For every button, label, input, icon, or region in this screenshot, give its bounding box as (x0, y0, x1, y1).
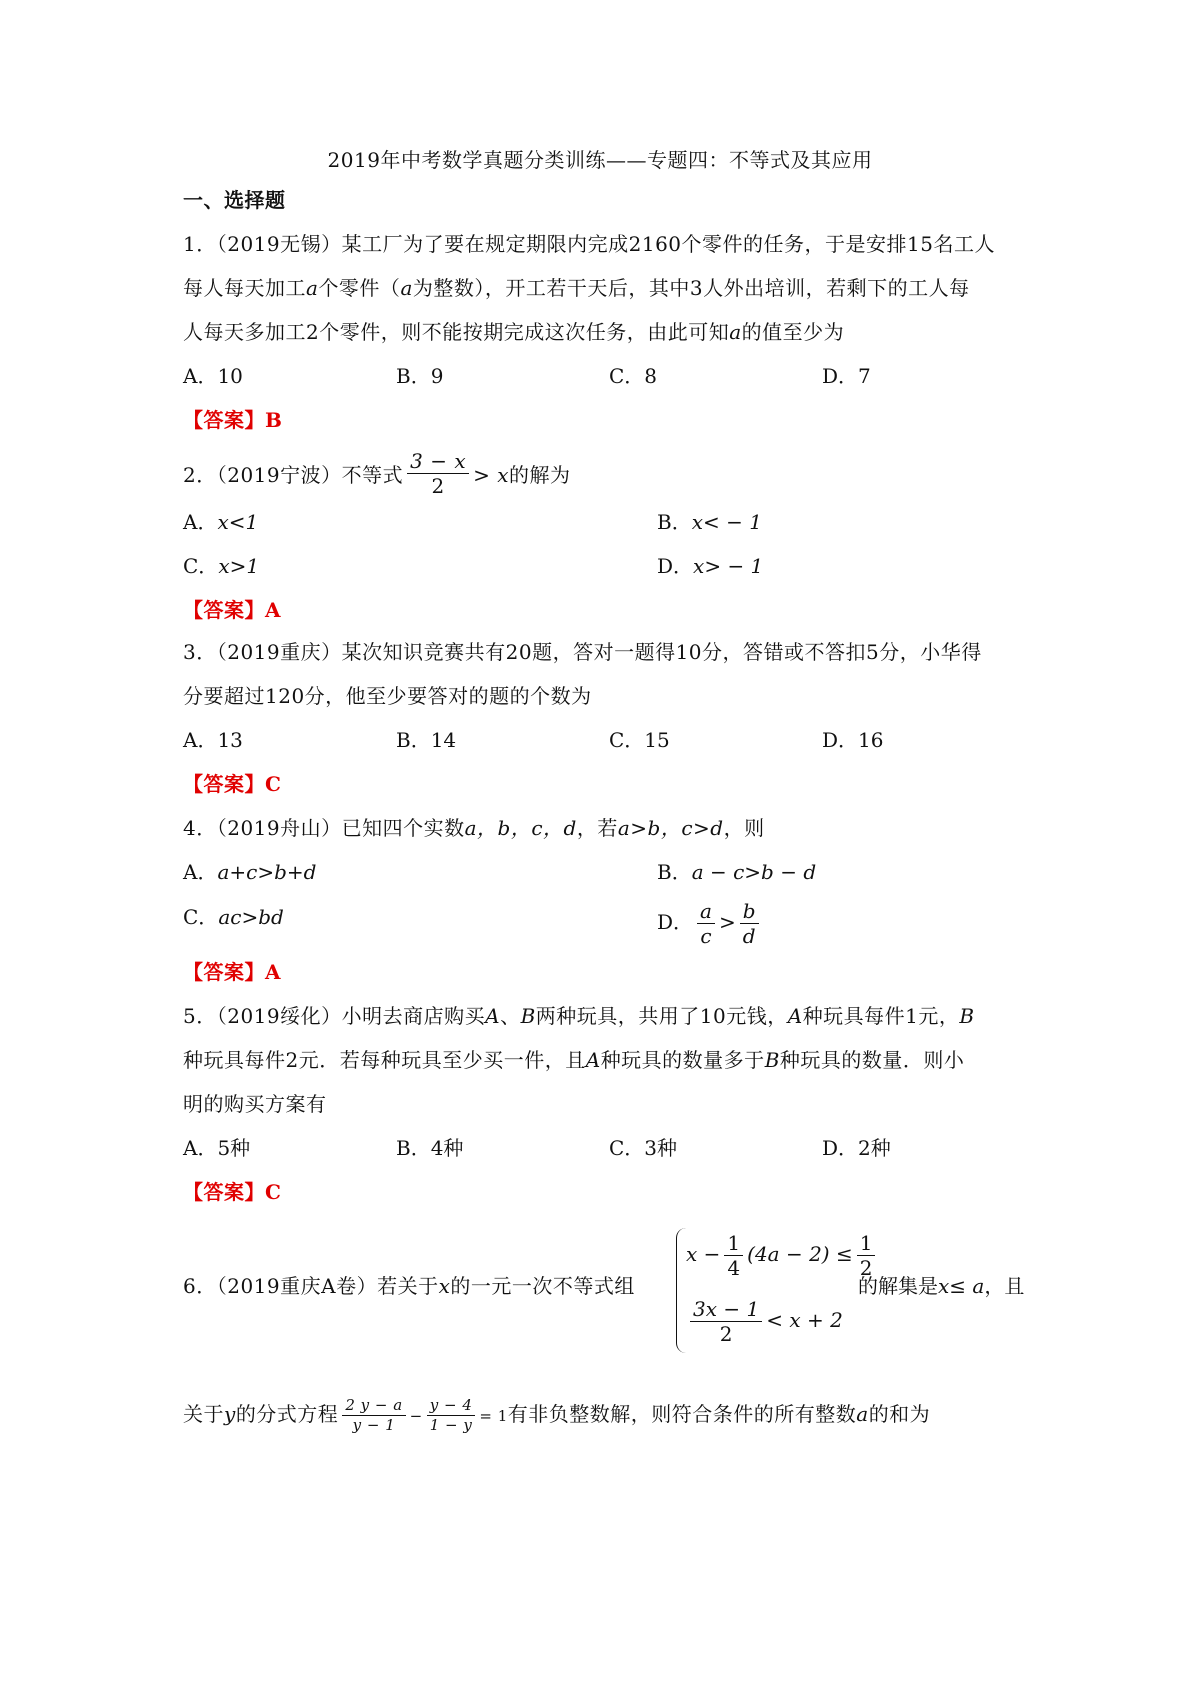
text: 种玩具每件1元， (802, 1004, 960, 1028)
q1-option-a: A．10 (183, 364, 243, 388)
var: a (856, 1402, 869, 1426)
denominator: c (700, 924, 712, 948)
var: x (438, 1274, 451, 1298)
q3-line-2: 分要超过120分，他至少要答对的题的个数为 (183, 684, 592, 708)
math: x> − 1 (693, 554, 764, 578)
fraction (740, 899, 759, 948)
label: C． (183, 905, 219, 929)
text: 的解集是 (858, 1274, 938, 1298)
q1-option-b: B．9 (396, 364, 444, 388)
var: a (400, 276, 413, 300)
var: A (485, 1004, 501, 1028)
var: B (764, 1048, 780, 1072)
label: A． (183, 510, 218, 534)
denominator: 4 (727, 1256, 741, 1280)
q5-option-a: A．5种 (183, 1136, 251, 1160)
denominator: 2 (859, 1256, 873, 1280)
q5-line-1 (183, 1002, 975, 1030)
q6-line-2 (183, 1386, 930, 1444)
text: ，若 (576, 816, 618, 840)
denominator: y − 1 (352, 1416, 396, 1434)
answer-value: C (265, 772, 282, 796)
q5-line-2 (183, 1046, 964, 1074)
fraction (407, 449, 469, 498)
math: a − c>b − d (691, 860, 817, 884)
denominator: 2 (719, 1322, 733, 1346)
text: 人每天多加工2个零件，则不能按期完成这次任务，由此可知 (183, 320, 730, 344)
numerator: 2 y − a (342, 1396, 405, 1416)
q3-option-a: A．13 (183, 728, 243, 752)
var: y (224, 1402, 236, 1426)
text: 种玩具的数量．则小 (779, 1048, 965, 1072)
q6-stem-suffix (858, 1272, 1024, 1300)
answer-value: A (265, 960, 282, 984)
answer-label: 【答案】 (183, 1180, 265, 1204)
text: 的分式方程 (235, 1402, 339, 1426)
q2-option-b (657, 508, 762, 536)
q6-stem-prefix (183, 1272, 635, 1300)
math: x − (686, 1242, 721, 1266)
text: 有非负整数解，则符合条件的所有整数 (507, 1402, 857, 1426)
q1-line-2 (183, 274, 970, 302)
document-title: 2019年中考数学真题分类训练——专题四：不等式及其应用 (327, 148, 873, 172)
q5-answer (183, 1178, 281, 1206)
q2-answer (183, 596, 281, 624)
q2-option-a (183, 508, 258, 536)
q1-option-c: C．8 (609, 364, 658, 388)
text: 、 (500, 1004, 521, 1028)
q1-option-d: D．7 (822, 364, 871, 388)
q2-option-c (183, 552, 259, 580)
text: 的值至少为 (741, 320, 845, 344)
var: B (959, 1004, 975, 1028)
var: a (729, 320, 742, 344)
text: 种玩具每件2元．若每种玩具至少买一件，且 (183, 1048, 586, 1072)
numerator: 3 − x (407, 449, 469, 474)
q5-option-c: C．3种 (609, 1136, 678, 1160)
math: < x + 2 (766, 1308, 843, 1332)
text: 的一元一次不等式组 (450, 1274, 635, 1298)
numerator: 1 (857, 1231, 876, 1256)
q4-option-c (183, 903, 284, 931)
q3-option-d: D．16 (822, 728, 884, 752)
numerator: 3x − 1 (690, 1297, 762, 1322)
text: 两种玩具，共用了10元钱， (535, 1004, 788, 1028)
q1-line-3 (183, 318, 844, 346)
numerator: a (697, 899, 715, 924)
q3-option-c: C．15 (609, 728, 670, 752)
text: 5．（2019绥化）小明去商店购买 (183, 1004, 486, 1028)
math: x≤ a (938, 1274, 985, 1298)
math: x<1 (217, 510, 259, 534)
text: 6．（2019重庆A卷）若关于 (183, 1274, 439, 1298)
math: ac>bd (218, 905, 284, 929)
system-row-1 (686, 1226, 879, 1282)
math: x>1 (218, 554, 260, 578)
section-heading: 一、选择题 (183, 188, 286, 212)
text: 4．（2019舟山）已知四个实数 (183, 816, 465, 840)
math: a，b，c，d (464, 816, 577, 840)
text: > (473, 463, 498, 487)
fraction (690, 1297, 762, 1346)
var: x (497, 463, 510, 487)
fraction (342, 1396, 405, 1435)
answer-value: A (265, 598, 282, 622)
q1-line-1: 1．（2019无锡）某工厂为了要在规定期限内完成2160个零件的任务，于是安排15名工人 (183, 232, 995, 256)
q5-option-d: D．2种 (822, 1136, 891, 1160)
q4-option-d (657, 882, 763, 962)
fraction (427, 1396, 476, 1435)
text: 的解为 (509, 463, 571, 487)
q2-option-d (657, 552, 763, 580)
label: A． (183, 860, 218, 884)
label: D． (657, 554, 694, 578)
numerator: y − 4 (427, 1396, 476, 1416)
var: a (306, 276, 319, 300)
q3-option-b: B．14 (396, 728, 457, 752)
fraction (724, 1231, 743, 1280)
text: − (409, 1407, 423, 1425)
var: B (520, 1004, 536, 1028)
q4-stem (183, 814, 765, 842)
q4-answer (183, 958, 281, 986)
system-row-2 (686, 1292, 843, 1348)
label: D． (657, 910, 694, 934)
denominator: 1 − y (429, 1416, 473, 1434)
text: ，且 (984, 1274, 1025, 1298)
answer-label: 【答案】 (183, 598, 265, 622)
text: 关于 (183, 1402, 224, 1426)
numerator: b (740, 899, 759, 924)
var: A (787, 1004, 803, 1028)
math: a>b，c>d (617, 816, 724, 840)
text: 的和为 (868, 1402, 931, 1426)
text: 2．（2019宁波）不等式 (183, 463, 404, 487)
q5-line-3: 明的购买方案有 (183, 1092, 327, 1116)
numerator: 1 (724, 1231, 743, 1256)
text: 个零件（ (318, 276, 401, 300)
q3-answer (183, 770, 281, 798)
answer-label: 【答案】 (183, 408, 265, 432)
label: B． (657, 510, 692, 534)
math: (4a − 2) ≤ (747, 1242, 853, 1266)
text: ，则 (723, 816, 765, 840)
q5-option-b: B．4种 (396, 1136, 464, 1160)
answer-label: 【答案】 (183, 960, 265, 984)
text: 为整数），开工若干天后，其中3人外出培训，若剩下的工人每 (412, 276, 970, 300)
q3-line-1: 3．（2019重庆）某次知识竞赛共有20题，答对一题得10分，答错或不答扣5分，小华得 (183, 640, 982, 664)
text: 种玩具的数量多于 (600, 1048, 765, 1072)
math: a+c>b+d (217, 860, 317, 884)
label: C． (183, 554, 219, 578)
fraction (697, 899, 715, 948)
q4-option-a (183, 858, 316, 886)
denominator: d (742, 924, 756, 948)
math: x< − 1 (691, 510, 762, 534)
answer-label: 【答案】 (183, 772, 265, 796)
answer-value: B (265, 408, 283, 432)
var: A (585, 1048, 601, 1072)
q1-answer (183, 406, 282, 434)
denominator: 2 (431, 474, 445, 498)
answer-value: C (265, 1180, 282, 1204)
q2-stem (183, 446, 571, 504)
text: > (718, 910, 736, 934)
text: 每人每天加工 (183, 276, 306, 300)
text: = 1 (479, 1407, 508, 1425)
label: B． (657, 860, 692, 884)
